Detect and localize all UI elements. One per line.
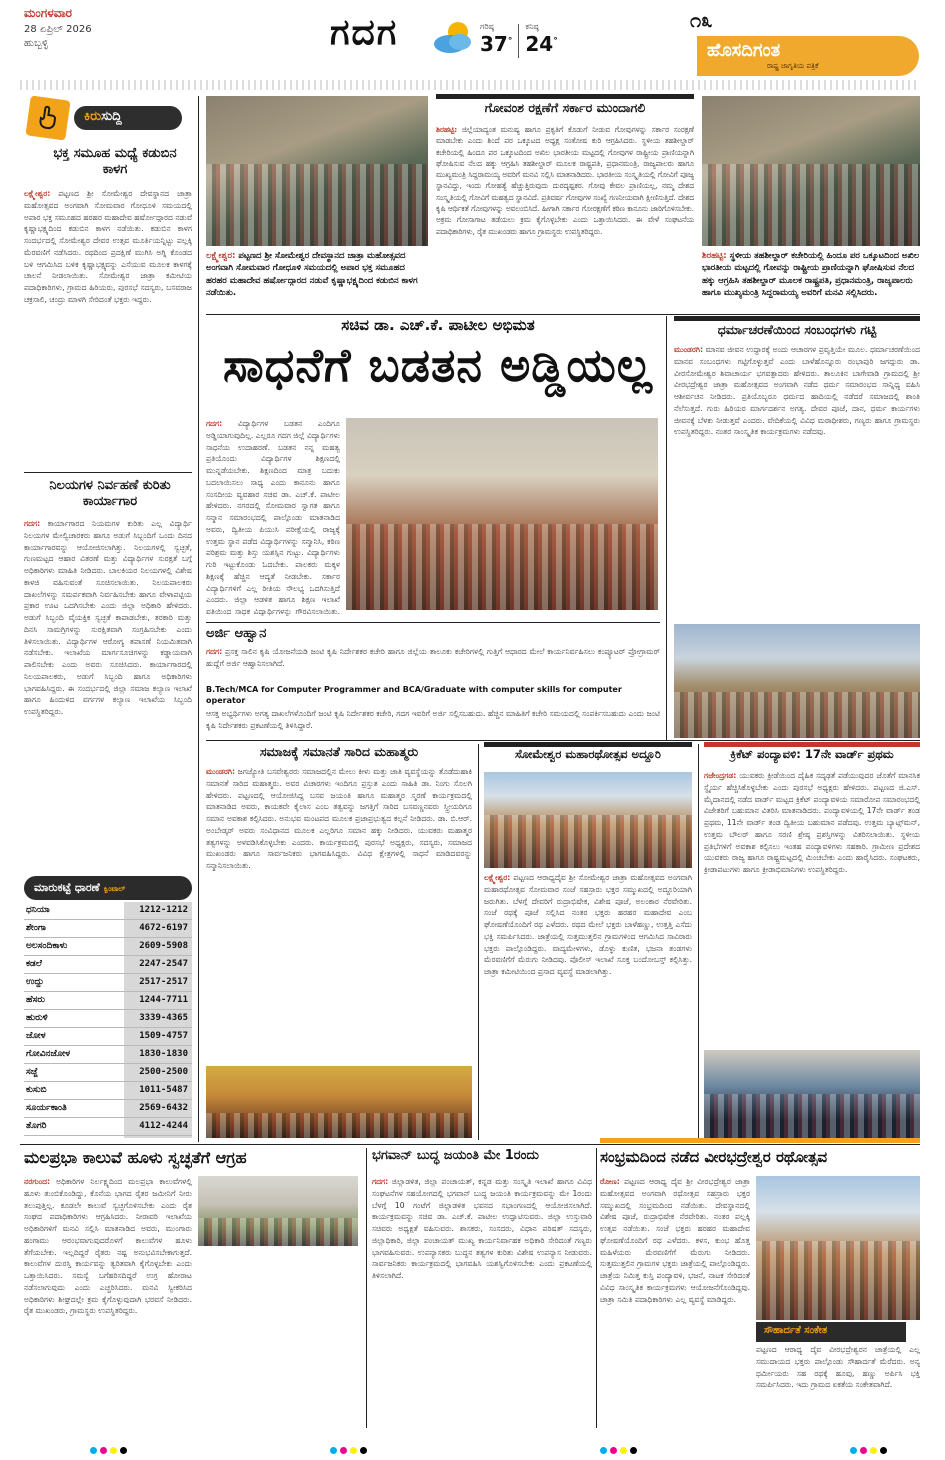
divider: [206, 622, 660, 623]
cow-dateline: ಶಿರಹಟ್ಟಿ:: [436, 125, 458, 134]
commodity-name: ಧನಿಯಾ: [26, 905, 50, 915]
commodity-name: ಶೇಂಗಾ: [26, 923, 46, 933]
dharma-dateline: ಮುಂಡರಗಿ:: [674, 345, 704, 354]
divider: [206, 740, 920, 741]
masthead-day: ಮಂಗಳವಾರ: [24, 6, 73, 20]
market-row: [24, 1118, 192, 1136]
market-row: [24, 920, 192, 938]
dharma-headline: ಧರ್ಮಾಚರಣೆಯಿಂದ ಸಂಬಂಧಗಳು ಗಟ್ಟಿ: [717, 322, 877, 337]
samaja-headline: ಸಮಾಜಕ್ಕೆ ಸಮಾನತೆ ಸಾರಿದ ಮಹಾತ್ಮರು: [259, 744, 419, 759]
market-row: [24, 902, 192, 920]
buddha-headline: ಭಗವಾನ್ ಬುದ್ಧ ಜಯಂತಿ ಮೇ 1ರಂದು: [372, 1148, 539, 1163]
photo-veerabhadreshwara-ratha: [756, 1176, 920, 1320]
photo-malaprabha-memorandum: [198, 1176, 358, 1246]
samaja-dateline: ಮುಂಡರಗಿ:: [206, 767, 236, 776]
max-temp-label: ಗರಿಷ್ಠ: [480, 22, 494, 31]
commodity-price: 3339-4365: [124, 1010, 192, 1027]
min-temp-value: 24: [525, 32, 554, 56]
market-row: [24, 1028, 192, 1046]
photo3-caption-text: ಸ್ಥಳೀಯ ತಹಶೀಲ್ದಾರ್ ಕಚೇರಿಯಲ್ಲಿ ಹಿಂದೂ ಪರ ಒಕ್ಕೂಟದಿಂದ ಅಖಿಲ ಭಾರತೀಯ ಮಟ್ಟದಲ್ಲಿ ಗೋವನ್ನು ರಾಷ್ಟ್ರೀಯ ಪ್ರಾಣಿಯನ್ನಾಗಿ ಘೋಷಿಸುವ ನೆಲದ ಹಕ್ಕು ಆಗ್ರಹಿಸಿ ತಹಶೀಲ್ದಾರ್ ಮೂಲಕ ರಾಷ್ಟ್ರಪತಿ, ಪ್ರಧಾನಮಂತ್ರಿ, ರಾಜ್ಯಪಾಲರು ಹಾಗೂ ಮುಖ್ಯಮಂತ್ರಿ ಸಿದ್ದರಾಮಯ್ಯ ಅವರಿಗೆ ಮನವಿ ಸಲ್ಲಿಸಿದರು.: [702, 251, 920, 298]
commodity-name: ಹೆಸರು: [26, 995, 45, 1005]
commodity-name: ಸಜ್ಜೆ: [26, 1067, 38, 1077]
market-row: [24, 1082, 192, 1100]
samaja-body: [206, 766, 472, 1062]
malaprabha-body: [24, 1176, 192, 1426]
story1-dateline: ಲಕ್ಷ್ಮೇಶ್ವರ:: [24, 189, 51, 198]
market-row: [24, 956, 192, 974]
buddha-body: [372, 1176, 592, 1426]
registration-dots: [850, 1447, 887, 1454]
masthead-place: ಹುಬ್ಬಳ್ಳಿ: [24, 38, 49, 49]
kirusuddi-story2-body: [24, 518, 192, 868]
kirusuddi-story1-body: [24, 188, 192, 468]
photo-basava-jayanti: [206, 1066, 472, 1138]
photo1-caption-text: ಪಟ್ಟಣದ ಶ್ರೀ ಸೋಮೇಶ್ವರ ದೇವಸ್ಥಾನದ ಜಾತ್ರಾ ಮಹೋತ್ಸವದ ಅಂಗವಾಗಿ ಸೋಮವಾರ ಗೋಧೂಳಿ ಸಮಯದಲ್ಲಿ ಅಪಾರ ಭಕ್ತ ಸಮೂಹದ ಹರಹರ ಮಹಾದೇವ ಹರ್ಷೋದ್ಗಾರದ ನಡುವೆ ಕೃಷ್ಣಾಭಕ್ಷ್ಯದಿಂದ ಕಡುಬಿನ ಕಾಳಗ ನಡೆಯಿತು.: [206, 251, 418, 298]
photo1-caption: [206, 250, 428, 312]
max-temp-value: 37: [480, 32, 508, 56]
story2-dateline: ಗದಗ:: [24, 519, 41, 528]
sambhrama-text: ಪಟ್ಟಣದ ಆರಾಧ್ಯ ದೈವ ಶ್ರೀ ವೀರಭದ್ರೇಶ್ವರ ಜಾತ್ರಾ ಮಹೋತ್ಸವದ ಅಂಗವಾಗಿ ರಥೋತ್ಸವ ಸಹಸ್ರಾರು ಭಕ್ತರ ಸಮ್ಮುಖದಲ್ಲಿ ಸಂಭ್ರಮದಿಂದ ನಡೆಯಿತು. ದೇವಸ್ಥಾನದಲ್ಲಿ ವಿಶೇಷ ಪೂಜೆ, ರುದ್ರಾಭಿಷೇಕ ನೆರವೇರಿತು. ನಂತರ ಪಲ್ಲಕ್ಕಿ ಉತ್ಸವ ನಡೆಯಿತು. ಸಂಜೆ ಭಕ್ತರು ಹರಹರ ಮಹಾದೇವ ಘೋಷಣೆಯೊಂದಿಗೆ ರಥ ಎಳೆದರು. ಕಳಸ, ಕುಂಭ ಹೊತ್ತ ಮಹಿಳೆಯರು ಮೆರವಣಿಗೆಗೆ ಮೆರುಗು ನೀಡಿದರು. ಸುತ್ತಮುತ್ತಲಿನ ಗ್ರಾಮಗಳ ಭಕ್ತರು ಜಾತ್ರೆಯಲ್ಲಿ ಪಾಲ್ಗೊಂಡಿದ್ದರು. ಜಾತ್ರೆಯ ನಿಮಿತ್ತ ಕುಸ್ತಿ ಪಂದ್ಯಾವಳಿ, ಭಜನೆ, ನಾಟಕ ಸೇರಿದಂತೆ ವಿವಿಧ ಸಾಂಸ್ಕೃತಿಕ ಕಾರ್ಯಕ್ರಮಗಳು ಆಯೋಜನೆಗೊಂಡಿದ್ದವು. ಜಾತ್ರಾ ಸಮಿತಿ ಪದಾಧಿಕಾರಿಗಳು ಎಲ್ಲ ವ್ಯವಸ್ಥೆ ಮಾಡಿದ್ದರು.: [600, 1177, 750, 1304]
page-number: ೧೩: [690, 8, 713, 30]
malaprabha-dateline: ನರಗುಂದ:: [24, 1177, 51, 1186]
masthead-date-block: [24, 6, 224, 68]
masthead-date: 28 ಏಪ್ರಿಲ್ 2026: [24, 24, 92, 35]
logo-text: ಹೊಸದಿಗಂತ: [707, 40, 781, 61]
cow-headline: ಗೋವಂಶ ರಕ್ಷಣೆಗೆ ಸರ್ಕಾರ ಮುಂದಾಗಲಿ: [484, 100, 646, 115]
masthead-divider: [20, 80, 920, 90]
commodity-name: ತೊಗರಿ: [26, 1121, 47, 1131]
someshwara-text: ಪಟ್ಟಣದ ಆರಾಧ್ಯದೈವ ಶ್ರೀ ಸೋಮೇಶ್ವರ ಜಾತ್ರಾ ಮಹೋತ್ಸವದ ಅಂಗವಾಗಿ ಮಹಾರಥೋತ್ಸವ ಸೋಮವಾರ ಸಂಜೆ ಸಹಸ್ರಾರು ಭಕ್ತರ ಸಮ್ಮುಖದಲ್ಲಿ ಅದ್ದೂರಿಯಾಗಿ ಜರುಗಿತು. ಬೆಳಗ್ಗೆ ದೇವರಿಗೆ ರುದ್ರಾಭಿಷೇಕ, ವಿಶೇಷ ಪೂಜೆ, ಅಲಂಕಾರ ನೆರವೇರಿತು. ಸಂಜೆ ರಥಕ್ಕೆ ಪೂಜೆ ಸಲ್ಲಿಸಿದ ನಂತರ ಭಕ್ತರು ಹರಹರ ಮಹಾದೇವ ಎಂಬ ಘೋಷಣೆಯೊಂದಿಗೆ ರಥ ಎಳೆದರು. ರಥದ ಮೇಲೆ ಭಕ್ತರು ಬಾಳೆಹಣ್ಣು, ಉತ್ತತ್ತಿ ಎಸೆದು ಭಕ್ತಿ ಸಮರ್ಪಿಸಿದರು. ಜಾತ್ರೆಯಲ್ಲಿ ಸುತ್ತಮುತ್ತಲಿನ ಗ್ರಾಮಗಳಿಂದ ಆಗಮಿಸಿದ ಸಾವಿರಾರು ಭಕ್ತರು ಪಾಲ್ಗೊಂಡಿದ್ದರು. ವಾದ್ಯಮೇಳಗಳು, ಡೊಳ್ಳು ಕುಣಿತ, ಭಜನಾ ತಂಡಗಳು ಮೆರವಣಿಗೆಗೆ ಮೆರುಗು ನೀಡಿದವು. ಪೊಲೀಸ್ ಇಲಾಖೆ ಸೂಕ್ತ ಬಂದೋಬಸ್ತ್ ಕಲ್ಪಿಸಿತ್ತು. ಜಾತ್ರಾ ಕಮೀಟಿಯಿಂದ ಪ್ರಸಾದ ವ್ಯವಸ್ಥೆ ಮಾಡಲಾಗಿತ್ತು.: [484, 873, 692, 977]
cow-text: ಜಿಲ್ಲೆಯಾದ್ಯಂತ ಮನುಷ್ಯ ಹಾಗೂ ಪ್ರಕೃತಿಗೆ ಕೊಡುಗೆ ನೀಡುವ ಗೋವುಗಳನ್ನು ಸರ್ಕಾರ ಸಂರಕ್ಷಣೆ ಮಾಡಬೇಕು ಎಂದು ಶಿಂದೆ ಪರ ಒಕ್ಕೂಟದ ಅಧ್ಯಕ್ಷ ಸಂತೋಷ ಕುರಿ ಆಗ್ರಹಿಸಿದರು. ಸ್ಥಳೀಯ ತಹಶೀಲ್ದಾರ್ ಕಚೇರಿಯಲ್ಲಿ ಹಿಂದೂ ಪರ ಒಕ್ಕೂಟದಿಂದ ಅಖಿಲ ಭಾರತೀಯ ಮಟ್ಟದಲ್ಲಿ ಗೋವುಗಳ ರಾಷ್ಟ್ರೀಯ ಪ್ರಾಣಿಯನ್ನಾಗಿ ಘೋಷಿಸುವ ನೆಲದ ಹಕ್ಕು ಆಗ್ರಹಿಸಿ ತಹಶೀಲ್ದಾರ್ ಮೂಲಕ ರಾಷ್ಟ್ರಪತಿ, ಪ್ರಧಾನಮಂತ್ರಿ, ರಾಜ್ಯಪಾಲರು ಹಾಗೂ ಮುಖ್ಯಮಂತ್ರಿ ಸಿದ್ದರಾಮಯ್ಯ ಅವರಿಗೆ ಮನವಿ ಸಲ್ಲಿಸಿ ಮಾತನಾಡಿದರು. ಭಾರತೀಯ ಸಂಸ್ಕೃತಿಯಲ್ಲಿ ಗೋವಿಗೆ ಪೂಜ್ಯ ಸ್ಥಾನವಿದ್ದು, ಇಂದು ಗೋಹತ್ಯೆ ಹೆಚ್ಚುತ್ತಿರುವುದು ದುರದೃಷ್ಟಕರ. ಗೋವು ಕೇವಲ ಪ್ರಾಣಿಯಲ್ಲ, ನಮ್ಮ ದೇಶದ ಸಂಸ್ಕೃತಿಯಲ್ಲಿ ಗೋವಿಗೆ ಮಹತ್ವದ ಸ್ಥಾನವಿದೆ. ಪ್ರತಿವರ್ಷ ಗೋವುಗಳ ಸಂಖ್ಯೆ ಗಣನೀಯವಾಗಿ ಕ್ಷೀಣಿಸುತ್ತಿದೆ. ದೇಶದ ಕೃಷಿ ಆರ್ಥಿಕತೆ ಗೋವುಗಳನ್ನು ಅವಲಂಬಿಸಿದೆ. ಹೀಗಾಗಿ ಸರ್ಕಾರ ಗೋರಕ್ಷಣೆಗೆ ಕಠಿಣ ಕಾನೂನು ಜಾರಿಗೊಳಿಸಬೇಕು. ಅಕ್ರಮ ಗೋಸಾಗಾಟ ತಡೆಯಲು ಕ್ರಮ ಕೈಗೊಳ್ಳಬೇಕು ಎಂದು ಒತ್ತಾಯಿಸಿದರು. ಈ ವೇಳೆ ಸಂಘಟನೆಯ ಪದಾಧಿಕಾರಿಗಳು, ರೈತ ಮುಖಂಡರು ಹಾಗೂ ಗ್ರಾಮಸ್ಥರು ಉಪಸ್ಥಿತರಿದ್ದರು.: [436, 125, 694, 236]
cricket-body: [704, 770, 920, 1046]
commodity-price: 2517-2517: [124, 974, 192, 991]
commodity-price: 1509-4757: [124, 1028, 192, 1045]
divider: [24, 472, 192, 473]
divider: [206, 314, 920, 315]
market-row: [24, 1046, 192, 1064]
market-title: ಮಾರುಕಟ್ಟೆ ಧಾರಣೆ: [34, 881, 100, 894]
commodity-price: 1011-5487: [124, 1082, 192, 1099]
commodity-name: ಹುರುಳಿ: [26, 1013, 48, 1023]
lead-dateline: ಗದಗ:: [206, 419, 223, 428]
section-bar: [484, 742, 692, 747]
commodity-price: 2569-6432: [124, 1100, 192, 1117]
commodity-name: ಉದ್ದು: [26, 977, 44, 987]
market-rates-header: [24, 876, 192, 900]
photo-dharma-sabha: [674, 624, 920, 738]
commodity-name: ಕುಸುಬಿ: [26, 1085, 47, 1095]
market-rates-table: [24, 902, 192, 1138]
column-divider: [698, 744, 699, 1140]
someshwara-body: [484, 872, 692, 1138]
section-bar: [436, 94, 694, 99]
photo-someshwara-rathotsava: [484, 772, 692, 868]
malaprabha-headline: ಮಲಪ್ರಭಾ ಕಾಲುವೆ ಹೂಳು ಸ್ವಚ್ಛತೆಗೆ ಆಗ್ರಹ: [24, 1148, 247, 1167]
min-temp-degree: °: [553, 36, 558, 47]
photo-felicitation: [346, 418, 658, 610]
newspaper-logo: [697, 36, 919, 76]
logo-tagline: ರಾಷ್ಟ್ರ ಜಾಗೃತಿಯ ಪತ್ರಿಕೆ: [767, 62, 819, 70]
commodity-name: ಕಡಲೆ: [26, 959, 42, 969]
cricket-headline: ಕ್ರಿಕೆಟ್ ಪಂದ್ಯಾವಳಿ: 17ನೇ ವಾರ್ಡ್ ಪ್ರಥಮ: [730, 748, 894, 761]
sauhardate-box-body: ಪಟ್ಟಣದ ಆರಾಧ್ಯ ದೈವ ವೀರಭದ್ರೇಶ್ವರನ ಜಾತ್ರೆಯಲ್ಲಿ ಎಲ್ಲ ಸಮುದಾಯದ ಭಕ್ತರು ಪಾಲ್ಗೊಂಡು ಸೌಹಾರ್ದತೆ ಮೆರೆದರು. ಅನ್ಯ ಧರ್ಮೀಯರು ಸಹ ರಥಕ್ಕೆ ಹೂವು, ಹಣ್ಣು ಅರ್ಪಿಸಿ ಭಕ್ತಿ ಸಮರ್ಪಿಸಿದರು. ಇದು ಗ್ರಾಮದ ಏಕತೆಯ ಸಂಕೇತವಾಗಿದೆ.: [756, 1345, 920, 1390]
lead-body-col1: [206, 418, 340, 616]
commodity-name: ಗೋವಿನಜೋಳ: [26, 1049, 71, 1059]
page-title: ಗದಗ: [330, 12, 399, 53]
commodity-price: 1212-1212: [124, 902, 192, 919]
market-row: [24, 1136, 192, 1138]
kirusuddi-header: [24, 96, 192, 142]
photo1-caption-lead: ಲಕ್ಷ್ಮೇಶ್ವರ:: [206, 251, 236, 261]
samaja-text: ಜಗಜ್ಯೋತಿ ಬಸವೇಶ್ವರರು ಸಮಾಜದಲ್ಲಿನ ಮೇಲು ಕೀಳು ಮತ್ತು ಜಾತಿ ವ್ಯವಸ್ಥೆಯನ್ನು ತೊಡೆದುಹಾಕಿ ಸಮಾನತೆ ಸಾರಿದ ಮಹಾತ್ಮರು. ಅವರ ವಿಚಾರಗಳು ಇಂದಿಗೂ ಪ್ರಸ್ತುತ ಎಂದು ಸಾಹಿತಿ ಡಾ. ನಿಂಗು ಸೊಲಗಿ ಹೇಳಿದರು. ಪಟ್ಟಣದಲ್ಲಿ ಆಯೋಜಿಸಿದ್ದ ಬಸವ ಜಯಂತಿ ಹಾಗೂ ಮಹಾತ್ಮರ ಸ್ಮರಣೆ ಕಾರ್ಯಕ್ರಮದಲ್ಲಿ ಮಾತನಾಡಿದ ಅವರು, ಕಾಯಕವೇ ಕೈಲಾಸ ಎಂಬ ತತ್ವವನ್ನು ಜಗತ್ತಿಗೆ ಸಾರಿದ ಬಸವಣ್ಣನವರು ಸ್ತ್ರೀಯರಿಗೂ ಸಮಾನ ಅವಕಾಶ ಕಲ್ಪಿಸಿದರು. ಅನುಭವ ಮಂಟಪದ ಮೂಲಕ ಪ್ರಜಾಪ್ರಭುತ್ವದ ಕಲ್ಪನೆ ನೀಡಿದರು. ಡಾ. ಬಿ.ಆರ್. ಅಂಬೇಡ್ಕರ್ ಅವರು ಸಂವಿಧಾನದ ಮೂಲಕ ಎಲ್ಲರಿಗೂ ಸಮಾನ ಹಕ್ಕು ನೀಡಿದರು. ಯುವಕರು ಮಹಾತ್ಮರ ತತ್ವಗಳನ್ನು ಅಳವಡಿಸಿಕೊಳ್ಳಬೇಕು ಎಂದರು. ಕಾರ್ಯಕ್ರಮದಲ್ಲಿ ಪುರಸಭೆ ಅಧ್ಯಕ್ಷರು, ಸದಸ್ಯರು, ಸಮಾಜದ ಮುಖಂಡರು ಹಾಗೂ ಸಾರ್ವಜನಿಕರು ಭಾಗವಹಿಸಿದ್ದರು. ವಿವಿಧ ಕ್ಷೇತ್ರಗಳಲ್ಲಿ ಸಾಧನೆ ಮಾಡಿದವರನ್ನು ಸನ್ಮಾನಿಸಲಾಯಿತು.: [206, 767, 472, 871]
registration-dots: [600, 1447, 637, 1454]
aaji-body: [206, 646, 660, 682]
buddha-text: ಜಿಲ್ಲಾಡಳಿತ, ಜಿಲ್ಲಾ ಪಂಚಾಯತ್, ಕನ್ನಡ ಮತ್ತು ಸಂಸ್ಕೃತಿ ಇಲಾಖೆ ಹಾಗೂ ವಿವಿಧ ಸಂಘಟನೆಗಳ ಸಹಯೋಗದಲ್ಲಿ ಭಗವಾನ್ ಬುದ್ಧ ಜಯಂತಿ ಕಾರ್ಯಕ್ರಮವನ್ನು ಮೇ 1ರಂದು ಬೆಳಗ್ಗೆ 10 ಗಂಟೆಗೆ ಜಿಲ್ಲಾಡಳಿತ ಭವನದ ಸಭಾಂಗಣದಲ್ಲಿ ಆಯೋಜಿಸಲಾಗಿದೆ. ಕಾರ್ಯಕ್ರಮವನ್ನು ಸಚಿವ ಡಾ. ಎಚ್.ಕೆ. ಪಾಟೀಲ ಉದ್ಘಾಟಿಸುವರು. ಜಿಲ್ಲಾ ಉಸ್ತುವಾರಿ ಸಚಿವರು ಅಧ್ಯಕ್ಷತೆ ವಹಿಸುವರು. ಶಾಸಕರು, ಸಂಸದರು, ವಿಧಾನ ಪರಿಷತ್ ಸದಸ್ಯರು, ಜಿಲ್ಲಾಧಿಕಾರಿ, ಜಿಲ್ಲಾ ಪಂಚಾಯತ್ ಮುಖ್ಯ ಕಾರ್ಯನಿರ್ವಾಹಕ ಅಧಿಕಾರಿ ಸೇರಿದಂತೆ ಗಣ್ಯರು ಭಾಗವಹಿಸುವರು. ಉಪನ್ಯಾಸಕರು ಬುದ್ಧನ ತತ್ವಗಳ ಕುರಿತು ವಿಶೇಷ ಉಪನ್ಯಾಸ ನೀಡುವರು. ಸಾರ್ವಜನಿಕರು ಕಾರ್ಯಕ್ರಮದಲ್ಲಿ ಭಾಗವಹಿಸಿ ಯಶಸ್ವಿಗೊಳಿಸಬೇಕು ಎಂದು ಪ್ರಕಟಣೆಯಲ್ಲಿ ತಿಳಿಸಲಾಗಿದೆ.: [372, 1177, 592, 1281]
story1-text: ಪಟ್ಟಣದ ಶ್ರೀ ಸೋಮೇಶ್ವರ ದೇವಸ್ಥಾನದ ಜಾತ್ರಾ ಮಹೋತ್ಸವದ ಅಂಗವಾಗಿ ಸೋಮವಾರ ಗೋಧೂಳಿ ಸಮಯದಲ್ಲಿ ಅಪಾರ ಭಕ್ತ ಸಮೂಹದ ಹರಹರ ಮಹಾದೇವ ಹರ್ಷೋದ್ಗಾರದ ನಡುವೆ ಕೃಷ್ಣಾಭಕ್ಷ್ಯದಿಂದ ಕಡುಬಿನ ಕಾಳಗ ನಡೆಯಿತು. ಕಡುಬಿನ ಕಾಳಗ ಸಂದರ್ಭದಲ್ಲಿ ಸೋಮೇಶ್ವರ ದೇವರ ಉತ್ಸವ ಮೂರ್ತಿಯನ್ನಿಟ್ಟು ಪಲ್ಲಕ್ಕಿ ಮೆರವಣಿಗೆ ನಡೆಸಿದರು. ರಥದಿಂದ ಪ್ರದಕ್ಷಿಣೆ ಮುಗಿಸಿ ಅಗ್ನಿ ಕೊಂಡದ ಬಳಿ ಆಗಮಿಸಿದ ಬಳಿಕ ಕೃಷ್ಣಾಭಕ್ಷ್ಯವನ್ನು ಎಸೆಯುವ ಮೂಲಕ ಕಾಳಗಕ್ಕೆ ಚಾಲನೆ ನೀಡಲಾಯಿತು. ಸೋಮೇಶ್ವರ ಜಾತ್ರಾ ಕಮೀಟಿಯ ಪದಾಧಿಕಾರಿಗಳು, ಗ್ರಾಮದ ಹಿರಿಯರು, ಪುರಸಭೆ ಸದಸ್ಯರು, ಬಸವರಾಜ ಚಕ್ರಸಾಲಿ, ಚಂದ್ರು ಮಾಳಗಿ ಸೇರಿದಂತೆ ಭಕ್ತರು ಇದ್ದರು.: [24, 189, 192, 304]
aaji-headline: ಅರ್ಜಿ ಆಹ್ವಾನ: [206, 626, 267, 641]
commodity-price: 2500-2500: [124, 1064, 192, 1081]
kirusuddi-label-a: ಕಿರು: [84, 109, 102, 124]
market-row: [24, 992, 192, 1010]
column-divider: [366, 1148, 367, 1428]
photo3-caption-lead: ಶಿರಹಟ್ಟಿ:: [702, 251, 727, 261]
aaji-english-note: B.Tech/MCA for Computer Programmer and BCA/Graduate with computer skills for computer operator: [206, 685, 622, 706]
commodity-name: ಅಲಸಂದಿಕಾಳು: [26, 941, 68, 951]
market-unit: ಕ್ವಿಂಟಾಲ್: [103, 885, 126, 893]
temperature-readout: [480, 22, 570, 72]
photo-cricket-winners: [704, 1050, 920, 1138]
commodity-price: 1830-1830: [124, 1046, 192, 1063]
commodity-price: 4112-4244: [124, 1118, 192, 1135]
aaji-dateline: ಗದಗ:: [206, 647, 223, 656]
aaji-text: ಪ್ರಸಕ್ತ ಸಾಲಿನ ಕೃಷಿ ಯೋಜನೆಯಡಿ ಜಂಟಿ ಕೃಷಿ ನಿರ್ದೇಶಕರ ಕಚೇರಿ ಹಾಗೂ ಜಿಲ್ಲೆಯ ತಾಲೂಕು ಕಚೇರಿಗಳಲ್ಲಿ ಗುತ್ತಿಗೆ ಆಧಾರದ ಮೇಲೆ ಕಾರ್ಯನಿರ್ವಹಿಸಲು ಕಂಪ್ಯೂಟರ್ ಪ್ರೋಗ್ರಾಮರ್ ಹುದ್ದೆಗೆ ಅರ್ಜಿ ಆಹ್ವಾನಿಸಲಾಗಿದೆ.: [206, 647, 660, 668]
weather-cloud-sun-icon: [430, 18, 476, 58]
commodity-price: 4672-6197: [124, 920, 192, 937]
lead-headline: ಸಾಧನೆಗೆ ಬಡತನ ಅಡ್ಡಿಯಲ್ಲ: [223, 338, 653, 392]
market-row: [24, 974, 192, 992]
temp-divider: [518, 24, 519, 58]
section-bar: [674, 316, 920, 321]
lead-text: ವಿದ್ಯಾರ್ಥಿಗಳ ಬಡತನ ಎಂದಿಗೂ ಅಡ್ಡಿಯಾಗುವುದಿಲ್ಲ. ಎಲ್ಲರೂ ಗದಗ ಜಿಲ್ಲೆ ವಿದ್ಯಾರ್ಥಿಗಳು ಸಾಧನೆಯ ಉದಾಹರಣೆ. ಬಡತನ ನನ್ನ ಮಹತ್ವ ಪ್ರತಿಯೊಂದು ವಿದ್ಯಾರ್ಥಿಗಳ ಶಿಕ್ಷಣದಲ್ಲಿ ಮುನ್ನಡೆಯಬೇಕು. ಶಿಕ್ಷಣದಿಂದ ಮಾತ್ರ ಬದುಕು ಬದಲಾಯಿಸಲು ಸಾಧ್ಯ ಎಂದು ಕಾನೂನು ಹಾಗೂ ಸಂಸದೀಯ ವ್ಯವಹಾರ ಸಚಿವ ಡಾ. ಎಚ್.ಕೆ. ಪಾಟೀಲ ಹೇಳಿದರು. ನಗರದಲ್ಲಿ ಸೋಮವಾರ ಸ್ವಾಗತ ಹಾಗೂ ಸನ್ಮಾನ ಸಮಾರಂಭದಲ್ಲಿ ಪಾಲ್ಗೊಂಡು ಮಾತನಾಡಿದ ಅವರು, ದ್ವಿತೀಯ ಪಿಯುಸಿ ಪರೀಕ್ಷೆಯಲ್ಲಿ ರಾಜ್ಯಕ್ಕೆ ಉತ್ತಮ ಸ್ಥಾನ ಪಡೆದ ವಿದ್ಯಾರ್ಥಿಗಳನ್ನು ಸನ್ಮಾನಿಸಿ, ಕಠಿಣ ಪರಿಶ್ರಮ ಮತ್ತು ಶಿಸ್ತು ಯಶಸ್ಸಿನ ಗುಟ್ಟು. ವಿದ್ಯಾರ್ಥಿಗಳು ಗುರಿ ಇಟ್ಟುಕೊಂಡು ಓದಬೇಕು. ಪಾಲಕರು ಮಕ್ಕಳ ಶಿಕ್ಷಣಕ್ಕೆ ಹೆಚ್ಚಿನ ಆದ್ಯತೆ ನೀಡಬೇಕು. ಸರ್ಕಾರ ವಿದ್ಯಾರ್ಥಿಗಳಿಗೆ ಎಲ್ಲ ರೀತಿಯ ಸೌಲಭ್ಯ ಒದಗಿಸುತ್ತಿದೆ ಎಂದರು. ಜಿಲ್ಲಾ ಆಡಳಿತ ಹಾಗೂ ಶಿಕ್ಷಣ ಇಲಾಖೆ ವತಿಯಿಂದ ಸಾಧಕ ವಿದ್ಯಾರ್ಥಿಗಳನ್ನು ಗೌರವಿಸಲಾಯಿತು.: [206, 419, 340, 616]
commodity-price: 2609-5908: [124, 938, 192, 955]
market-row: [24, 1100, 192, 1118]
section-bar: [704, 742, 920, 747]
market-row: [24, 1064, 192, 1082]
commodity-price: [124, 1136, 192, 1138]
sambhrama-dateline: ರೋಣ:: [600, 1177, 620, 1186]
sauhardate-box-title: ಸೌಹಾರ್ದತೆ ಸಂಕೇತ: [756, 1322, 906, 1342]
kirusuddi-label-b: ಸುದ್ದಿ: [101, 109, 122, 124]
photo3-caption: [702, 250, 920, 312]
cricket-dateline: ಗಜೇಂದ್ರಗಡ:: [704, 771, 737, 780]
column-divider: [596, 1148, 597, 1428]
kirusuddi-label: [74, 106, 182, 130]
section-bar: [600, 1138, 920, 1143]
commodity-name: [24, 1136, 124, 1138]
someshwara-headline: ಸೋಮೇಶ್ವರ ಮಹಾರಥೋತ್ಸವ ಅದ್ದೂರಿ: [514, 748, 661, 761]
kirusuddi-story1-title: ಭಕ್ತ ಸಮೂಹ ಮಧ್ಯೆ ಕಡುಬಿನ ಕಾಳಗ: [53, 146, 177, 177]
someshwara-dateline: ಲಕ್ಷ್ಮೇಶ್ವರ:: [484, 873, 511, 882]
lead-kicker: ಸಚಿವ ಡಾ. ಎಚ್.ಕೆ. ಪಾಟೀಲ ಅಭಿಮತ: [341, 316, 535, 334]
cricket-text: ಯುವಕರು ಕ್ರೀಡೆಯಿಂದ ದೈಹಿಕ ಸದೃಢತೆ ಪಡೆಯುವುದರ ಜೊತೆಗೆ ಮಾನಸಿಕ ಸ್ಥೈರ್ಯ ಹೆಚ್ಚಿಸಿಕೊಳ್ಳಬೇಕು ಎಂದು ಪುರಸಭೆ ಅಧ್ಯಕ್ಷರು ಹೇಳಿದರು. ಪಟ್ಟಣದ ಜಿ.ಎಸ್. ಮೈದಾನದಲ್ಲಿ ನಡೆದ ವಾರ್ಡ್ ಮಟ್ಟದ ಕ್ರಿಕೆಟ್ ಪಂದ್ಯಾವಳಿಯ ಸಮಾರೋಪ ಸಮಾರಂಭದಲ್ಲಿ ವಿಜೇತರಿಗೆ ಬಹುಮಾನ ವಿತರಿಸಿ ಮಾತನಾಡಿದರು. ಪಂದ್ಯಾವಳಿಯಲ್ಲಿ 17ನೇ ವಾರ್ಡ್ ತಂಡ ಪ್ರಥಮ, 11ನೇ ವಾರ್ಡ್ ತಂಡ ದ್ವಿತೀಯ ಬಹುಮಾನ ಪಡೆದವು. ಉತ್ತಮ ಬ್ಯಾಟ್ಸ್‌ಮನ್, ಉತ್ತಮ ಬೌಲರ್ ಹಾಗೂ ಸರಣಿ ಶ್ರೇಷ್ಠ ಪ್ರಶಸ್ತಿಗಳನ್ನು ವಿತರಿಸಲಾಯಿತು. ಸ್ಥಳೀಯ ಪ್ರತಿಭೆಗಳಿಗೆ ಅವಕಾಶ ಕಲ್ಪಿಸಲು ಇಂತಹ ಪಂದ್ಯಾವಳಿಗಳು ಸಹಕಾರಿ. ಗ್ರಾಮೀಣ ಪ್ರದೇಶದ ಯುವಕರು ರಾಜ್ಯ ಹಾಗೂ ರಾಷ್ಟ್ರಮಟ್ಟದಲ್ಲಿ ಮಿಂಚಬೇಕು ಎಂದು ಹಾರೈಸಿದರು. ಸಂಘಟಕರು, ಕ್ರೀಡಾಪಟುಗಳು ಹಾಗೂ ಕ್ರೀಡಾಭಿಮಾನಿಗಳು ಉಪಸ್ಥಿತರಿದ್ದರು.: [704, 771, 920, 875]
photo-kadubu-kalaga: [206, 96, 428, 246]
sambhrama-headline: ಸಂಭ್ರಮದಿಂದ ನಡೆದ ವೀರಭದ್ರೇಶ್ವರ ರಥೋತ್ಸವ: [600, 1148, 828, 1166]
dharma-text: ಮಾನವ ಜೀವನ ಉದ್ಧಾರಕ್ಕೆ ಅಂದು ಆಚಾರಗಳ ಪ್ರವೃತ್ತಿಯೇ ಮೂಲ. ಧರ್ಮಾಚರಣೆಯಿಂದ ಮಾನವ ಸಂಬಂಧಗಳು ಗಟ್ಟಿಗೊಳ್ಳುತ್ತವೆ ಎಂದು ಬಾಳೆಹೊನ್ನೂರು ರಂಭಾಪುರಿ ಜಗದ್ಗುರು ಡಾ. ವೀರಸೋಮೇಶ್ವರ ಶಿವಾಚಾರ್ಯ ಭಗವತ್ಪಾದರು ಹೇಳಿದರು. ತಾಲೂಕಿನ ಬಾಗೇವಾಡಿ ಗ್ರಾಮದಲ್ಲಿ ಶ್ರೀ ವೀರಭದ್ರೇಶ್ವರ ಜಾತ್ರಾ ಮಹೋತ್ಸವದ ಅಂಗವಾಗಿ ನಡೆದ ಧರ್ಮ ಸಮಾರಂಭದ ಸಾನ್ನಿಧ್ಯ ವಹಿಸಿ ಆಶೀರ್ವಚನ ನೀಡಿದರು. ಪ್ರತಿಯೊಬ್ಬರೂ ಧರ್ಮದ ಹಾದಿಯಲ್ಲಿ ನಡೆದರೆ ಸಮಾಜದಲ್ಲಿ ಶಾಂತಿ ನೆಲೆಸುತ್ತದೆ. ಗುರು ಹಿರಿಯರ ಮಾರ್ಗದರ್ಶನ ಅಗತ್ಯ. ದೇವರ ಪೂಜೆ, ದಾನ, ಧರ್ಮ ಕಾರ್ಯಗಳು ಜೀವನಕ್ಕೆ ಬೆಳಕು ನೀಡುತ್ತವೆ ಎಂದರು. ವೇದಿಕೆಯಲ್ಲಿ ವಿವಿಧ ಮಠಾಧೀಶರು, ಗಣ್ಯರು ಹಾಗೂ ಗ್ರಾಮಸ್ಥರು ಉಪಸ್ಥಿತರಿದ್ದರು. ನಂತರ ಸಾಂಸ್ಕೃತಿಕ ಕಾರ್ಯಕ್ರಮಗಳು ನಡೆದವು.: [674, 345, 920, 437]
min-temp-label: ಕನಿಷ್ಠ: [525, 22, 539, 31]
commodity-name: ಜೋಳ: [26, 1031, 46, 1041]
aaji-body-2: ಆಸಕ್ತ ಅಭ್ಯರ್ಥಿಗಳು ಅಗತ್ಯ ದಾಖಲೆಗಳೊಂದಿಗೆ ಜಂಟಿ ಕೃಷಿ ನಿರ್ದೇಶಕರ ಕಚೇರಿ, ಗದಗ ಇವರಿಗೆ ಅರ್ಜಿ ಸಲ್ಲಿಸಬಹುದು. ಹೆಚ್ಚಿನ ಮಾಹಿತಿಗೆ ಕಚೇರಿ ಸಮಯದಲ್ಲಿ ಸಂಪರ್ಕಿಸಬಹುದು ಎಂದು ಜಂಟಿ ಕೃಷಿ ನಿರ್ದೇಶಕರು ಪ್ರಕಟಣೆಯಲ್ಲಿ ತಿಳಿಸಿದ್ದಾರೆ.: [206, 709, 660, 730]
registration-dots: [90, 1447, 127, 1454]
column-divider: [198, 96, 199, 1142]
market-row: [24, 938, 192, 956]
hand-pointing-icon: [25, 96, 70, 141]
column-divider: [478, 744, 479, 1140]
malaprabha-text: ಅಧಿಕಾರಿಗಳ ನಿರ್ಲಕ್ಷ್ಯದಿಂದ ಮಲಪ್ರಭಾ ಕಾಲುವೆಗಳಲ್ಲಿ ಹೂಳು ತುಂಬಿಕೊಂಡಿದ್ದು, ಕೊನೆಯ ಭಾಗದ ರೈತರ ಜಮೀನಿಗೆ ನೀರು ತಲುಪುತ್ತಿಲ್ಲ. ಕೂಡಲೇ ಕಾಲುವೆ ಸ್ವಚ್ಛಗೊಳಿಸಬೇಕು ಎಂದು ರೈತ ಸಂಘದ ಪದಾಧಿಕಾರಿಗಳು ಆಗ್ರಹಿಸಿದರು. ನೀರಾವರಿ ಇಲಾಖೆಯ ಅಧಿಕಾರಿಗಳಿಗೆ ಮನವಿ ಸಲ್ಲಿಸಿ ಮಾತನಾಡಿದ ಅವರು, ಮುಂಗಾರು ಹಂಗಾಮು ಆರಂಭವಾಗುವುದರೊಳಗೆ ಕಾಲುವೆಗಳ ಹೂಳು ತೆಗೆಯಬೇಕು. ಇಲ್ಲದಿದ್ದರೆ ರೈತರು ನಷ್ಟ ಅನುಭವಿಸಬೇಕಾಗುತ್ತದೆ. ಕಾಲುವೆಗಳ ದುರಸ್ತಿ ಕಾರ್ಯವನ್ನು ತ್ವರಿತವಾಗಿ ಕೈಗೊಳ್ಳಬೇಕು ಎಂದು ಒತ್ತಾಯಿಸಿದರು. ಸಮಸ್ಯೆ ಬಗೆಹರಿಸದಿದ್ದರೆ ಉಗ್ರ ಹೋರಾಟ ನಡೆಸಲಾಗುವುದು ಎಂದು ಎಚ್ಚರಿಸಿದರು. ಮನವಿ ಸ್ವೀಕರಿಸಿದ ಅಧಿಕಾರಿಗಳು ಶೀಘ್ರದಲ್ಲೇ ಕ್ರಮ ಕೈಗೊಳ್ಳುವುದಾಗಿ ಭರವಸೆ ನೀಡಿದರು. ರೈತ ಮುಖಂಡರು, ಗ್ರಾಮಸ್ಥರು ಉಪಸ್ಥಿತರಿದ್ದರು.: [24, 1177, 192, 1316]
commodity-price: 1244-7711: [124, 992, 192, 1009]
max-temp-degree: °: [507, 36, 513, 47]
commodity-price: 2247-2547: [124, 956, 192, 973]
sambhrama-body: [600, 1176, 750, 1426]
dharma-body: [674, 344, 920, 620]
photo-tahasildar-memorandum: [702, 96, 920, 246]
divider: [20, 1144, 920, 1145]
column-divider: [666, 316, 667, 740]
commodity-name: ಸೂರ್ಯಕಾಂತಿ: [26, 1103, 67, 1113]
buddha-dateline: ಗದಗ:: [372, 1177, 389, 1186]
cow-body: [436, 124, 694, 312]
registration-dots: [330, 1447, 367, 1454]
market-row: [24, 1010, 192, 1028]
story2-text: ಕಾರ್ಯಾಗಾರದ ನಿಯಮಗಳ ಕುರಿತು ಎಲ್ಲ ವಿದ್ಯಾರ್ಥಿ ನಿಲಯಗಳ ಮೇಲ್ವಿಚಾರಕರು ಹಾಗೂ ಅಡುಗೆ ಸಿಬ್ಬಂದಿಗೆ ಒಂದು ದಿನದ ಕಾರ್ಯಾಗಾರವನ್ನು ಆಯೋಜಿಸಲಾಗಿತ್ತು. ನಿಲಯಗಳಲ್ಲಿ ಸ್ವಚ್ಛತೆ, ಗುಣಮಟ್ಟದ ಆಹಾರ ವಿತರಣೆ ಮತ್ತು ವಿದ್ಯಾರ್ಥಿಗಳ ಸುರಕ್ಷತೆ ಬಗ್ಗೆ ಅಧಿಕಾರಿಗಳು ಮಾಹಿತಿ ನೀಡಿದರು. ಬಾಲಕಿಯರ ನಿಲಯಗಳಲ್ಲಿ ವಿಶೇಷ ಕಾಳಜಿ ವಹಿಸುವಂತೆ ಸೂಚಿಸಲಾಯಿತು. ನಿಲಯಪಾಲಕರು ದಾಖಲೆಗಳನ್ನು ಸಮರ್ಪಕವಾಗಿ ನಿರ್ವಹಿಸಬೇಕು ಹಾಗೂ ವೇಳಾಪಟ್ಟಿಯ ಪ್ರಕಾರ ಊಟ ಒದಗಿಸಬೇಕು ಎಂದು ಜಿಲ್ಲಾ ಅಧಿಕಾರಿ ಹೇಳಿದರು. ಅಡುಗೆ ಸಿಬ್ಬಂದಿ ವೈಯಕ್ತಿಕ ಸ್ವಚ್ಛತೆ ಕಾಪಾಡಬೇಕು, ತರಕಾರಿ ಮತ್ತು ದಿನಸಿ ಸಾಮಗ್ರಿಗಳನ್ನು ಸುರಕ್ಷಿತವಾಗಿ ಸಂಗ್ರಹಿಸಬೇಕು ಎಂದು ತಿಳಿಸಲಾಯಿತು. ವಿದ್ಯಾರ್ಥಿಗಳ ಆರೋಗ್ಯ ತಪಾಸಣೆ ನಿಯಮಿತವಾಗಿ ನಡೆಸಬೇಕು. ಇಲಾಖೆಯ ಮಾರ್ಗಸೂಚಿಗಳನ್ನು ಕಡ್ಡಾಯವಾಗಿ ಪಾಲಿಸಬೇಕು ಎಂದು ಅವರು ಸೂಚಿಸಿದರು. ಕಾರ್ಯಾಗಾರದಲ್ಲಿ ನಿಲಯಪಾಲಕರು, ಅಡುಗೆ ಸಿಬ್ಬಂದಿ ಹಾಗೂ ಅಧಿಕಾರಿಗಳು ಭಾಗವಹಿಸಿದ್ದರು. ಈ ಸಂದರ್ಭದಲ್ಲಿ ಜಿಲ್ಲಾ ಸಮಾಜ ಕಲ್ಯಾಣ ಇಲಾಖೆ ಹಾಗೂ ಹಿಂದುಳಿದ ವರ್ಗಗಳ ಕಲ್ಯಾಣ ಇಲಾಖೆಯ ಸಿಬ್ಬಂದಿ ಉಪಸ್ಥಿತರಿದ್ದರು.: [24, 519, 192, 717]
kirusuddi-story2-title: ನಿಲಯಗಳ ನಿರ್ವಹಣೆ ಕುರಿತು ಕಾರ್ಯಾಗಾರ: [49, 478, 171, 509]
